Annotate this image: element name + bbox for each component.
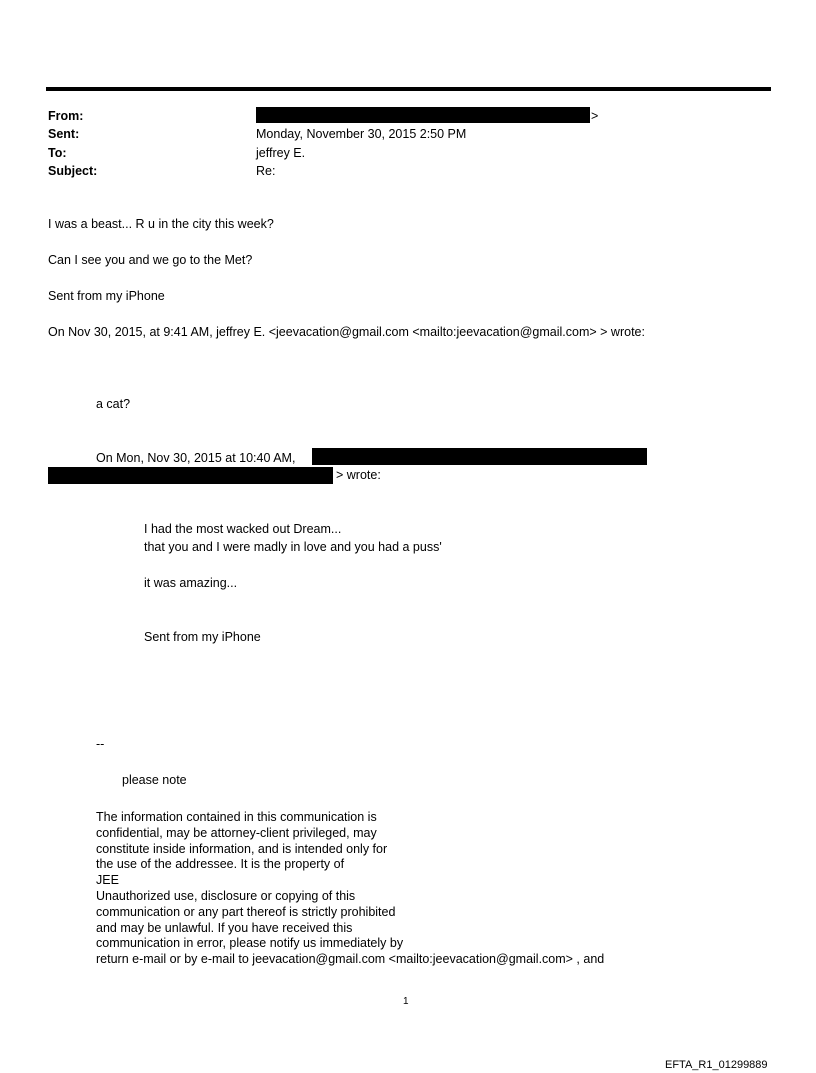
reply2-line-3: it was amazing... <box>144 576 238 590</box>
disclaimer-line: JEE <box>96 873 119 888</box>
sent-label: Sent: <box>48 127 80 141</box>
to-label: To: <box>48 146 67 160</box>
quote-intro: On Nov 30, 2015, at 9:41 AM, jeffrey E. <jeevacation@gmail.com <mailto:jeevacation@gmail.com> > wrote: <box>48 325 645 339</box>
header-rule <box>46 87 771 91</box>
disclaimer-line: the use of the addressee. It is the property of <box>96 857 345 872</box>
reply2-line-2: that you and I were madly in love and you had a puss' <box>144 540 442 554</box>
disclaimer-line: communication or any part thereof is strictly prohibited <box>96 904 396 919</box>
reply1-quote-intro: On Mon, Nov 30, 2015 at 10:40 AM, <box>96 451 296 465</box>
document-id: EFTA_R1_01299889 <box>665 1059 768 1071</box>
body-line-1: I was a beast... R u in the city this week? <box>48 217 274 231</box>
reply2-line-4: Sent from my iPhone <box>144 630 261 644</box>
reply1-wrote: > wrote: <box>336 468 381 482</box>
disclaimer-line: confidential, may be attorney-client privileged, may <box>96 825 377 840</box>
disclaimer-line: The information contained in this communication is <box>96 810 377 824</box>
body-line-2: Can I see you and we go to the Met? <box>48 253 253 267</box>
disclaimer-line: and may be unlawful. If you have received this <box>96 920 353 935</box>
page-number: 1 <box>403 996 409 1007</box>
from-label: From: <box>48 109 84 123</box>
subject-label: Subject: <box>48 164 98 178</box>
from-value-suffix: > <box>591 109 599 123</box>
body-line-3: Sent from my iPhone <box>48 289 165 303</box>
reply2-line-1: I had the most wacked out Dream... <box>144 522 342 536</box>
disclaimer-line: constitute inside information, and is intended only for <box>96 841 388 856</box>
disclaimer <box>96 810 604 968</box>
disclaimer-line: communication in error, please notify us immediately by <box>96 936 404 951</box>
redacted-from-address <box>256 107 590 123</box>
sent-value: Monday, November 30, 2015 2:50 PM <box>256 127 467 141</box>
disclaimer-line: return e-mail or by e-mail to jeevacation@gmail.com <mailto:jeevacation@gmail.com> , and <box>96 952 605 967</box>
subject-value: Re: <box>256 164 276 178</box>
redacted-sender-name <box>312 448 647 465</box>
redacted-sender-email <box>48 467 333 484</box>
signature-dashes: -- <box>96 737 105 751</box>
reply1-text: a cat? <box>96 397 131 411</box>
disclaimer-line: Unauthorized use, disclosure or copying of this <box>96 888 356 903</box>
to-value: jeffrey E. <box>256 146 306 160</box>
signature-note: please note <box>122 773 187 787</box>
